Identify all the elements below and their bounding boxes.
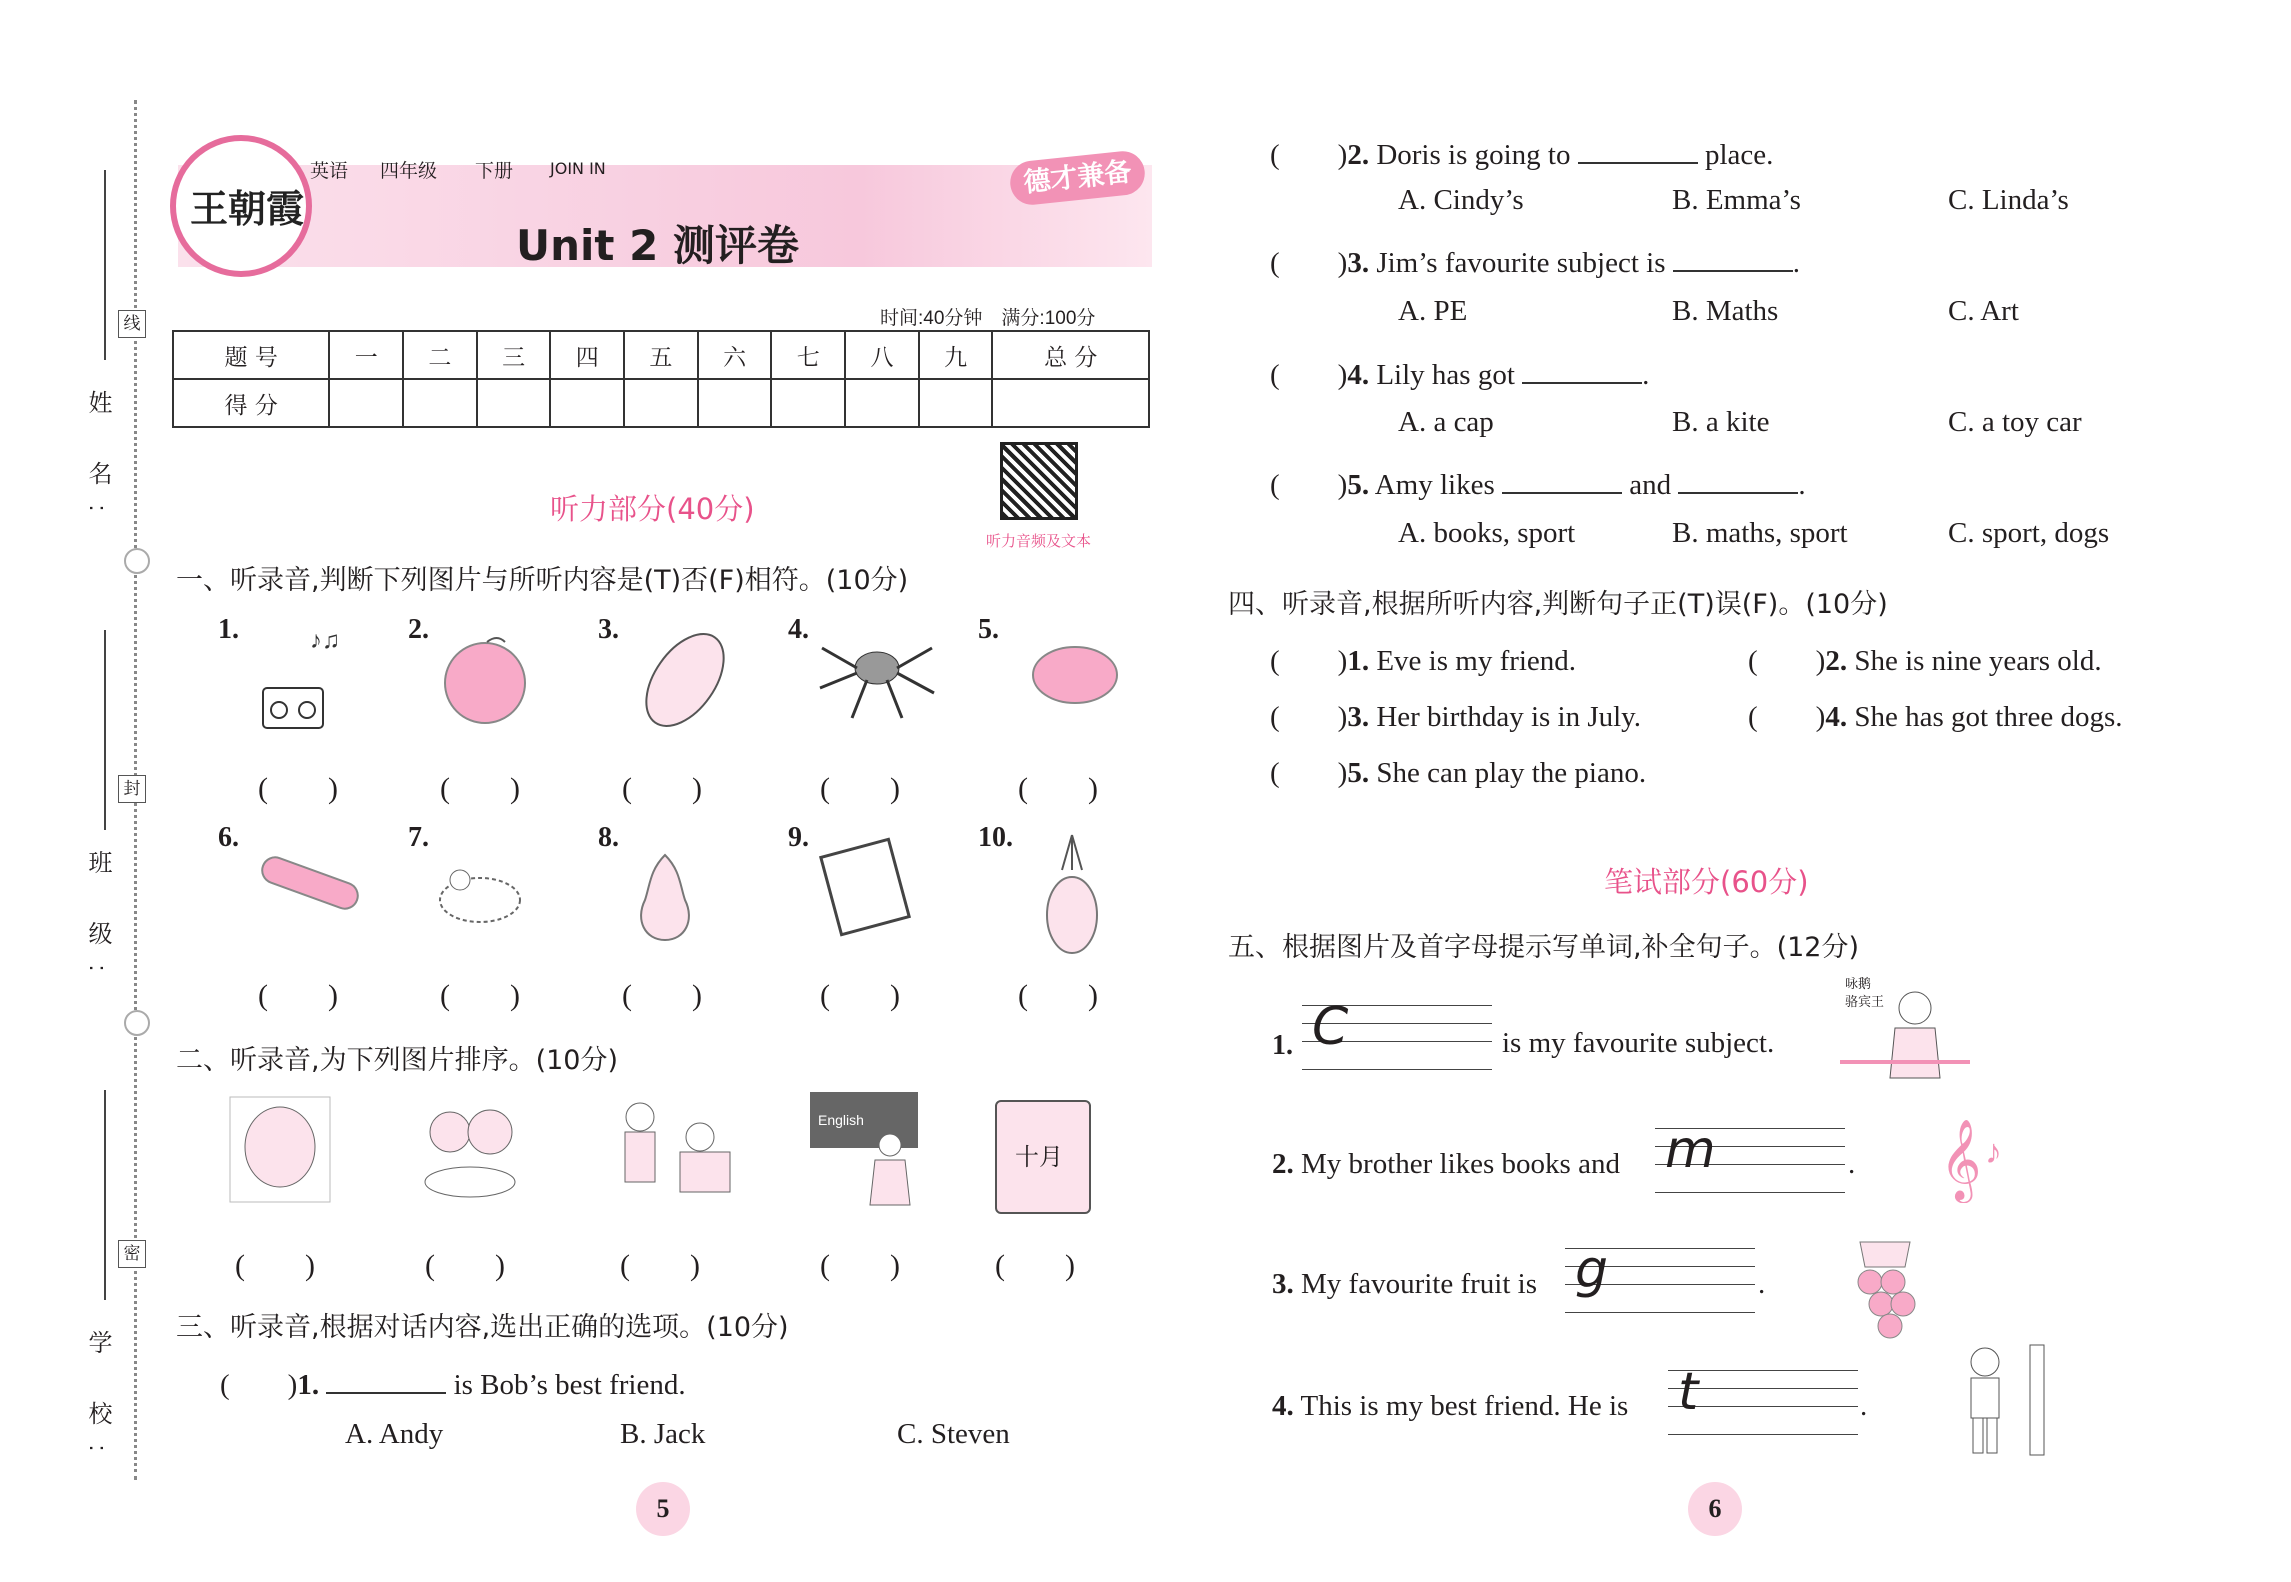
answer-blank[interactable]: [1522, 380, 1642, 384]
question-text: .: [1642, 359, 1650, 391]
section1-title: 一、听录音,判断下列图片与所听内容是(T)否(F)相符。(10分): [176, 565, 909, 596]
question-text: Doris is going to: [1376, 139, 1571, 171]
calendar-icon: [995, 1100, 1091, 1214]
question-text: .: [1798, 469, 1806, 501]
question-number: 4.: [1347, 359, 1370, 391]
motto-badge: 德才兼备: [1008, 149, 1147, 207]
option-b[interactable]: B. Emma’s: [1672, 184, 1801, 216]
s4-item: [1748, 694, 2123, 735]
question-text: place.: [1704, 139, 1774, 171]
s5-q4: [1272, 1390, 1628, 1423]
answer-blank[interactable]: [1673, 268, 1793, 272]
s3-q4: [1270, 352, 1649, 393]
option-b[interactable]: B. Maths: [1672, 295, 1779, 327]
score-cell: 题 号: [173, 331, 329, 379]
maths-book-icon: [815, 832, 925, 942]
potato-icon: [1025, 640, 1125, 710]
option-b[interactable]: B. maths, sport: [1672, 517, 1848, 549]
score-table: [172, 330, 1150, 428]
option-c[interactable]: C. sport, dogs: [1948, 517, 2110, 549]
answer-paren[interactable]: ( ): [995, 1249, 1075, 1282]
score-input[interactable]: [329, 379, 403, 427]
question-text: is Bob’s best friend.: [453, 1369, 686, 1401]
hint-letter: g: [1575, 1240, 1609, 1300]
bread-icon: [250, 850, 370, 920]
spider-icon: [812, 618, 942, 728]
question-text: Lily has got: [1376, 359, 1515, 391]
answer-paren[interactable]: ( ): [440, 772, 520, 805]
answer-paren[interactable]: ( ): [620, 1249, 700, 1282]
question-text: Jim’s favourite subject is: [1376, 247, 1666, 279]
question-text: Her birthday is in July.: [1376, 701, 1642, 733]
s5-q2: [1272, 1148, 1620, 1181]
section4-title: 四、听录音,根据所听内容,判断句子正(T)误(F)。(10分): [1228, 589, 1888, 620]
option-c[interactable]: C. Linda’s: [1948, 184, 2069, 216]
hint-letter: C: [1312, 997, 1349, 1057]
question-number: 1.: [1347, 645, 1370, 677]
answer-blank[interactable]: [1578, 160, 1698, 164]
mouse-icon: [420, 850, 540, 940]
question-text: and: [1629, 469, 1672, 501]
s5-q3: [1272, 1268, 1537, 1301]
answer-blank[interactable]: [1502, 490, 1622, 494]
binding-hole-icon: [124, 1010, 150, 1036]
answer-paren[interactable]: ( ): [258, 772, 338, 805]
music-notes-icon: [1920, 1108, 2030, 1203]
hint-letter: t: [1678, 1362, 1699, 1422]
svg-text:♪♫: ♪♫: [310, 628, 340, 654]
answer-paren[interactable]: ( ): [425, 1249, 505, 1282]
option-a[interactable]: A. Andy: [345, 1418, 444, 1450]
s1-number: 7.: [408, 822, 429, 853]
option-c[interactable]: C. Steven: [897, 1418, 1010, 1450]
question-text: She can play the piano.: [1376, 757, 1647, 789]
page-number: 6: [1688, 1482, 1742, 1536]
answer-paren[interactable]: ( ): [1748, 645, 1826, 677]
answer-paren[interactable]: ( ): [1270, 139, 1348, 171]
writing-lines[interactable]: [1302, 997, 1492, 1059]
s4-item: [1270, 694, 1641, 735]
s1-number: 6.: [218, 822, 239, 853]
binding-hole-icon: [124, 548, 150, 574]
calendar-text: 十月: [1015, 1144, 1063, 1171]
poem-title: 咏鹅 骆宾王: [1845, 976, 1885, 1009]
question-number: 2.: [1347, 139, 1370, 171]
score-input[interactable]: [477, 379, 551, 427]
question-text: She is nine years old.: [1854, 645, 2102, 677]
margin-box-dense: 密: [118, 1240, 146, 1268]
pineapple-icon: [1032, 830, 1112, 960]
tall-boy-icon: [1955, 1340, 2065, 1460]
answer-blank[interactable]: [1678, 490, 1798, 494]
grade-label: 四年级: [380, 160, 438, 182]
score-input[interactable]: [992, 379, 1149, 427]
section5-title: 五、根据图片及首字母提示写单词,补全句子。(12分): [1228, 932, 1860, 963]
score-input[interactable]: [698, 379, 772, 427]
s1-number: 5.: [978, 614, 999, 645]
option-a[interactable]: A. PE: [1398, 295, 1468, 327]
score-cell: 四: [550, 331, 624, 379]
s1-number: 1.: [218, 614, 239, 645]
question-text: My brother likes books and: [1301, 1148, 1620, 1180]
s1-number: 9.: [788, 822, 809, 853]
question-text: Eve is my friend.: [1376, 645, 1577, 677]
score-input[interactable]: [403, 379, 477, 427]
class-label: 班 级:: [84, 850, 111, 992]
subject-label: 英语: [310, 160, 349, 182]
edition-label: JOIN IN: [550, 159, 606, 178]
question-number: 3.: [1347, 701, 1370, 733]
answer-paren[interactable]: ( ): [820, 772, 900, 805]
visit-picture-icon: [600, 1092, 740, 1207]
page-title: Unit 2 测评卷: [516, 221, 799, 270]
question-text: My favourite fruit is: [1301, 1268, 1537, 1300]
question-number: 1.: [1272, 1030, 1293, 1061]
term-label: 下册: [475, 160, 514, 182]
option-c[interactable]: C. a toy car: [1948, 406, 2082, 438]
s1-number: 4.: [788, 614, 809, 645]
page-number: 5: [636, 1482, 690, 1536]
question-text: .: [1758, 1268, 1766, 1300]
s3-q1: [220, 1362, 686, 1403]
s4-item: [1270, 750, 1646, 791]
score-cell: 六: [698, 331, 772, 379]
score-input[interactable]: [919, 379, 993, 427]
s1-number: 2.: [408, 614, 429, 645]
writing-title: 笔试部分(60分): [1604, 865, 1809, 899]
answer-paren[interactable]: ( ): [1270, 469, 1348, 501]
radio-icon: [255, 618, 355, 738]
answer-paren[interactable]: ( ): [440, 979, 520, 1012]
answer-paren[interactable]: ( ): [1270, 645, 1348, 677]
cabbage-icon: [630, 620, 740, 740]
s4-item: [1748, 638, 2102, 679]
hint-letter: m: [1665, 1120, 1716, 1180]
question-text: .: [1792, 247, 1800, 279]
s3-q2: [1270, 132, 1773, 173]
score-cell: 总 分: [992, 331, 1149, 379]
question-text: Amy likes: [1374, 469, 1495, 501]
s3-q3: [1270, 240, 1800, 281]
brand-name: 王朝霞: [190, 186, 305, 231]
score-cell: 二: [403, 331, 477, 379]
score-cell: 九: [919, 331, 993, 379]
margin-box-line: 线: [118, 310, 146, 338]
s1-number: 10.: [978, 822, 1013, 853]
apple-icon: [435, 628, 535, 728]
score-cell: 一: [329, 331, 403, 379]
s1-number: 8.: [598, 822, 619, 853]
answer-paren[interactable]: ( ): [1018, 979, 1098, 1012]
margin-line: [104, 1090, 106, 1300]
answer-paren[interactable]: ( ): [1270, 247, 1348, 279]
answer-paren[interactable]: ( ): [1270, 757, 1348, 789]
blackboard-text: English: [818, 1112, 864, 1128]
s3-q5: [1270, 462, 1806, 503]
grapes-icon: [1835, 1232, 1935, 1352]
score-table-score-row: [173, 379, 1149, 427]
score-input[interactable]: [550, 379, 624, 427]
answer-paren[interactable]: ( ): [820, 1249, 900, 1282]
score-cell: 五: [624, 331, 698, 379]
option-a[interactable]: A. Cindy’s: [1398, 184, 1524, 216]
question-text: She has got three dogs.: [1854, 701, 2123, 733]
option-c[interactable]: C. Art: [1948, 295, 2019, 327]
party-picture-icon: [410, 1092, 530, 1207]
margin-line: [104, 170, 106, 360]
score-input[interactable]: [624, 379, 698, 427]
answer-paren[interactable]: ( ): [258, 979, 338, 1012]
answer-paren[interactable]: ( ): [1270, 701, 1348, 733]
answer-paren[interactable]: ( ): [1748, 701, 1826, 733]
svg-text:𝄞: 𝄞: [1940, 1122, 1982, 1199]
option-a[interactable]: A. books, sport: [1398, 517, 1576, 549]
answer-paren[interactable]: ( ): [1270, 359, 1348, 391]
writing-lines[interactable]: [1655, 1120, 1845, 1182]
question-number: 5.: [1347, 757, 1370, 789]
question-text: .: [1848, 1148, 1856, 1180]
family-picture-icon: [225, 1092, 335, 1207]
answer-blank[interactable]: [326, 1390, 446, 1394]
svg-text:♪: ♪: [1985, 1134, 2002, 1171]
score-table-header-row: [173, 331, 1149, 379]
answer-paren[interactable]: ( ): [622, 772, 702, 805]
score-input[interactable]: [845, 379, 919, 427]
question-text: .: [1860, 1390, 1868, 1422]
question-number: 5.: [1347, 469, 1370, 501]
answer-paren[interactable]: ( ): [1018, 772, 1098, 805]
question-number: 1.: [297, 1369, 320, 1401]
question-text: is my favourite subject.: [1502, 1027, 1775, 1059]
qr-code-icon[interactable]: [1000, 442, 1078, 520]
question-number: 2.: [1272, 1148, 1294, 1180]
score-cell: 三: [477, 331, 551, 379]
score-cell: 得 分: [173, 379, 329, 427]
section2-title: 二、听录音,为下列图片排序。(10分): [176, 1045, 619, 1076]
question-number: 3.: [1347, 247, 1370, 279]
option-b[interactable]: B. a kite: [1672, 406, 1770, 438]
school-label: 学 校:: [84, 1330, 111, 1472]
question-number: 3.: [1272, 1268, 1294, 1300]
name-label: 姓 名:: [84, 390, 111, 532]
s1-number: 3.: [598, 614, 619, 645]
time-info: 时间:40分钟 满分:100分: [880, 308, 1096, 329]
question-number: 4.: [1825, 701, 1848, 733]
question-number: 2.: [1825, 645, 1848, 677]
qr-caption: 听力音频及文本: [986, 533, 1092, 550]
s4-item: [1270, 638, 1576, 679]
answer-paren[interactable]: ( ): [622, 979, 702, 1012]
question-number: 4.: [1272, 1390, 1294, 1422]
answer-paren[interactable]: ( ): [220, 1369, 298, 1401]
score-input[interactable]: [771, 379, 845, 427]
score-cell: 七: [771, 331, 845, 379]
option-a[interactable]: A. a cap: [1398, 406, 1494, 438]
listening-title: 听力部分(40分): [550, 492, 755, 526]
option-b[interactable]: B. Jack: [620, 1418, 706, 1450]
margin-box-seal: 封: [118, 775, 146, 803]
answer-paren[interactable]: ( ): [820, 979, 900, 1012]
writing-lines[interactable]: [1668, 1362, 1858, 1424]
section3-title: 三、听录音,根据对话内容,选出正确的选项。(10分): [176, 1312, 789, 1343]
margin-line: [104, 630, 106, 830]
score-cell: 八: [845, 331, 919, 379]
answer-paren[interactable]: ( ): [235, 1249, 315, 1282]
question-text: This is my best friend. He is: [1300, 1390, 1629, 1422]
writing-lines[interactable]: [1565, 1240, 1755, 1302]
pear-icon: [620, 840, 710, 950]
teacher-icon: [860, 1130, 920, 1215]
